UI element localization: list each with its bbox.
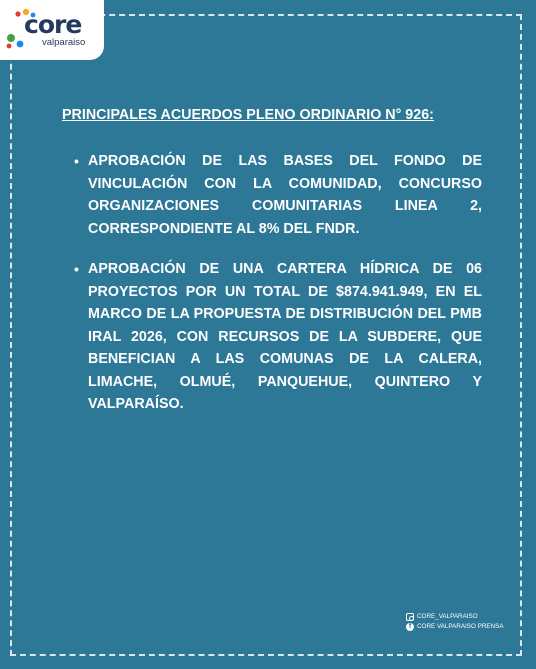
list-item (62, 258, 482, 416)
facebook-link[interactable] (406, 622, 504, 632)
bullet-dot-icon: • (74, 261, 79, 277)
list-item-text: APROBACIÓN DE LAS BASES DEL FONDO DE VINCULACIÓN CON LA COMUNIDAD, CONCURSO ORGANIZACIONES COMUNITARIAS LINEA 2, CORRESPONDIENTE AL 8% DEL FNDR. (88, 153, 482, 237)
logo-badge (0, 0, 104, 60)
facebook-handle: CORE VALPARAISO PRENSA (417, 623, 504, 630)
instagram-icon (406, 613, 414, 621)
logo-wordmark: core (24, 10, 82, 39)
instagram-handle: CORE_VALPARAISO (417, 613, 478, 620)
page-title: PRINCIPALES ACUERDOS PLENO ORDINARIO N° 926: (62, 107, 434, 123)
list-item-text: APROBACIÓN DE UNA CARTERA HÍDRICA DE 06 PROYECTOS POR UN TOTAL DE $874.941.949, EN EL MARCO DE LA PROPUESTA DE DISTRIBUCIÓN DEL PMB IRAL 2026, CON RECURSOS DE LA SUBDERE, QUE BENEFICIAN A LAS COMUNAS DE LA CALERA, LIMACHE, OLMUÉ, PANQUEHUE, QUINTERO Y VALPARAÍSO. (88, 261, 482, 412)
facebook-icon: f (406, 623, 414, 631)
list-item (62, 150, 482, 240)
agreements-list (62, 150, 482, 416)
social-links (406, 612, 504, 632)
main-content (62, 106, 482, 434)
logo-subtitle: valparaiso (42, 37, 86, 48)
instagram-link[interactable] (406, 612, 504, 622)
bullet-dot-icon: • (74, 153, 79, 169)
